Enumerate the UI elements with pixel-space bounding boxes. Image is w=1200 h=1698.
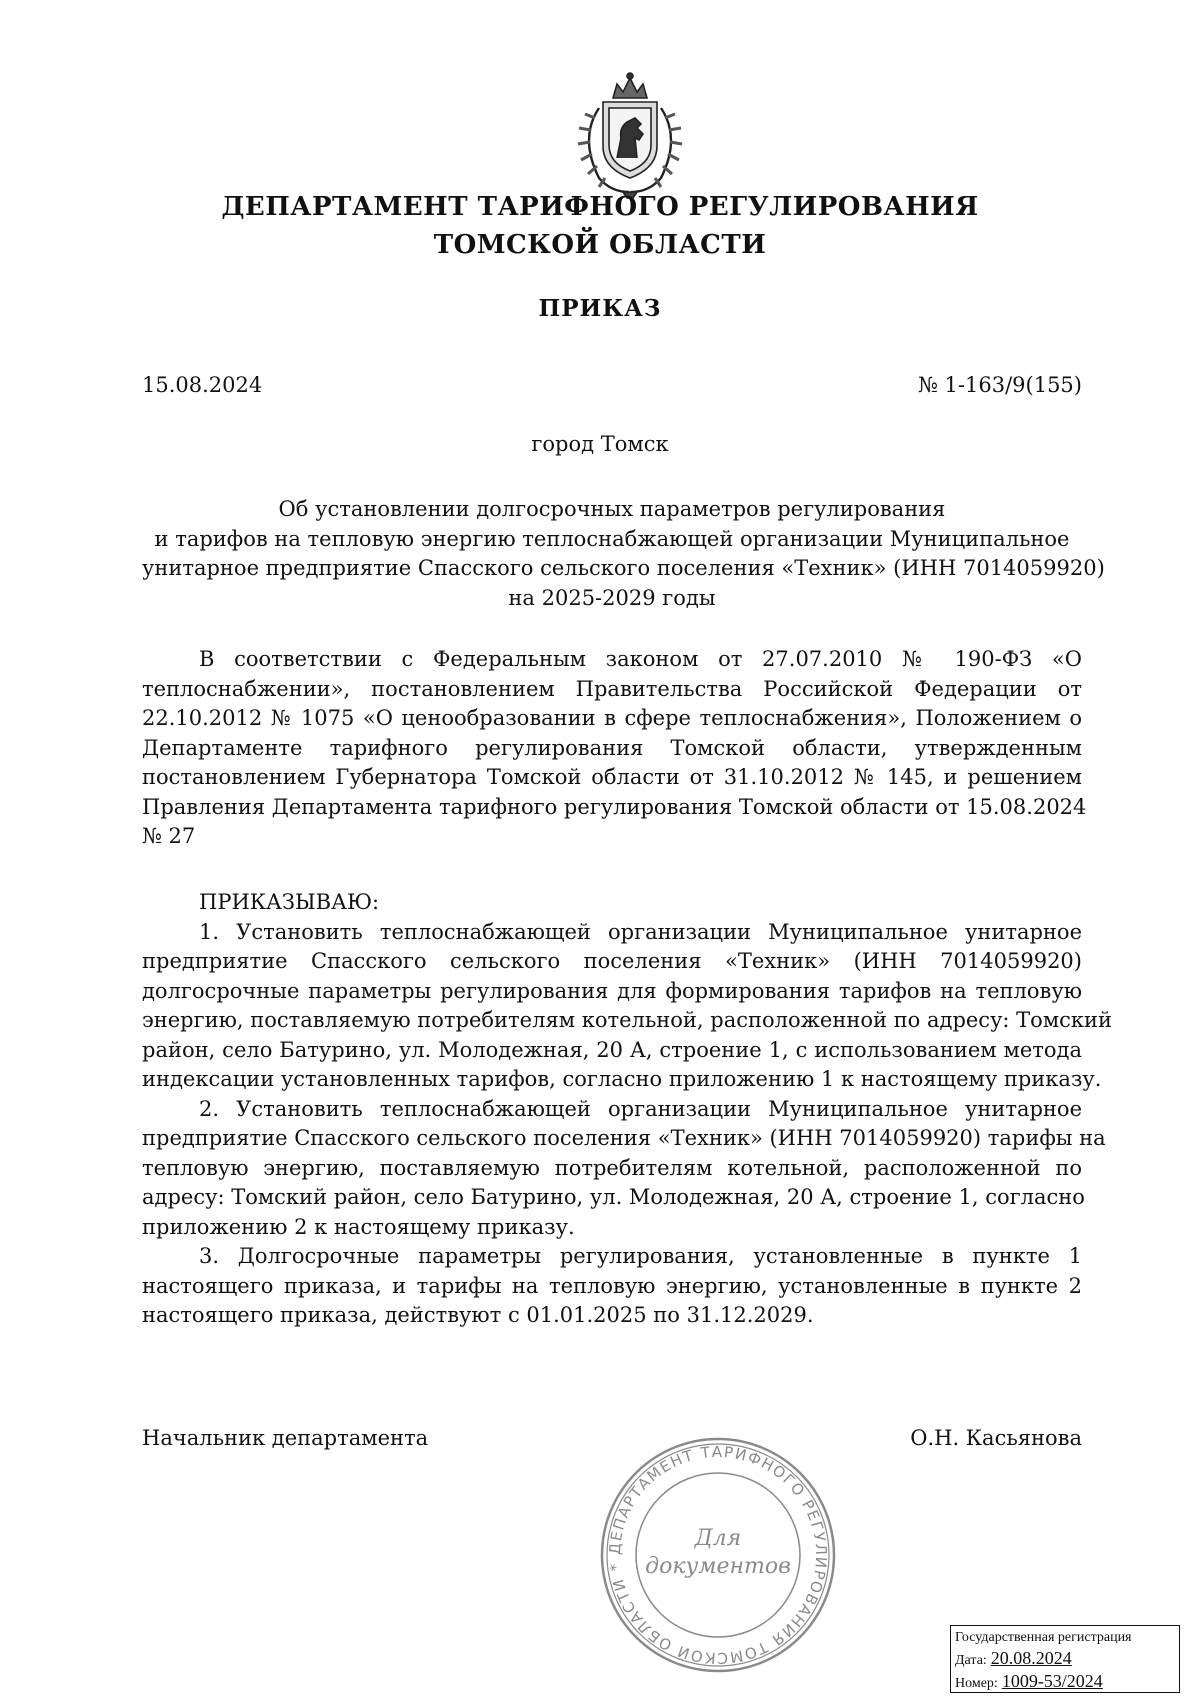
order-item-1-line: 1. Установить теплоснабжающей организации Муниципальное унитарное [199,919,1082,944]
order-subject [142,495,1105,613]
order-city: город Томск [531,432,669,456]
preamble-line: В соответствии с Федеральным законом от 27.07.2010 № 190-ФЗ «О [199,647,1082,671]
stamp-center-line1: Для [694,1526,742,1551]
order-item-2-line: 2. Установить теплоснабжающей организации Муниципальное унитарное [199,1096,1082,1121]
order-item-3-line: настоящего приказа, и тарифы на тепловую энергию, установленные в пункте 2 [142,1273,1082,1298]
state-registration-box [950,1625,1180,1693]
coat-of-arms-emblem [565,68,695,200]
preamble-paragraph [142,645,1087,852]
order-item-2-line: предприятие Спасского сельского поселения «Техник» (ИНН 7014059920) тарифы на [142,1126,1106,1150]
order-item-2-line: приложению 2 к настоящему приказу. [142,1214,575,1239]
registration-date-label: Дата: [955,1653,987,1668]
registration-date-value: 20.08.2024 [990,1648,1072,1668]
department-name-line2: ТОМСКОЙ ОБЛАСТИ [433,230,767,260]
order-item-3-line: настоящего приказа, действуют с 01.01.2025 по 31.12.2029. [142,1303,814,1327]
order-number: № 1-163/9(155) [918,373,1082,397]
order-date: 15.08.2024 [142,373,263,397]
order-section [142,888,1113,1331]
preamble-line: теплоснабжении», постановлением Правительства Российской Федерации от [142,676,1082,701]
department-name-line1: ДЕПАРТАМЕНТ ТАРИФНОГО РЕГУЛИРОВАНИЯ [221,192,979,222]
registration-title: Государственная регистрация [955,1630,1132,1645]
subject-line: на 2025-2029 годы [508,585,716,610]
preamble-line: 22.10.2012 № 1075 «О ценообразовании в сфере теплоснабжения», Положением о [142,706,1082,730]
order-item-1-line: энергию, поставляемую потребителям котельной, расположенной по адресу: Томский [142,1008,1113,1032]
order-item-2-line: тепловую энергию, поставляемую потребителям котельной, расположенной по [142,1155,1082,1180]
subject-line: Об установлении долгосрочных параметров регулирования [278,497,946,521]
order-item-1-line: район, село Батурино, ул. Молодежная, 20 А, строение 1, с использованием метода [142,1037,1082,1062]
preamble-line: Департаменте тарифного регулирования Томской области, утвержденным [142,735,1082,760]
order-item-2-line: адресу: Томский район, село Батурино, ул. Молодежная, 20 А, строение 1, согласно [142,1185,1085,1209]
stamp-center-line2: документов [645,1554,791,1579]
document-type: ПРИКАЗ [538,295,662,322]
preamble-line: постановлением Губернатора Томской области от 31.10.2012 № 145, и решением [142,765,1082,789]
order-item-1-line: долгосрочные параметры регулирования для формирования тарифов на тепловую [142,978,1082,1003]
official-stamp [598,1435,838,1675]
subject-line: и тарифов на тепловую энергию теплоснабжающей организации Муниципальное [154,526,1070,551]
order-heading: ПРИКАЗЫВАЮ: [199,890,380,914]
stamp-ring-text: ДЕПАРТАМЕНТ ТАРИФНОГО РЕГУЛИРОВАНИЯ ТОМСКОЙ ОБЛАСТИ * [605,1442,831,1668]
subject-line: унитарное предприятие Спасского сельского поселения «Техник» (ИНН 7014059920) [142,556,1105,580]
order-item-1-line: индексации установленных тарифов, согласно приложению 1 к настоящему приказу. [142,1067,1102,1091]
signer-title: Начальник департамента [142,1426,429,1450]
order-item-1-line: предприятие Спасского сельского поселения «Техник» (ИНН 7014059920) [142,949,1082,973]
order-item-3-line: 3. Долгосрочные параметры регулирования, установленные в пункте 1 [199,1244,1082,1268]
registration-number-value: 1009-53/2024 [1001,1671,1103,1691]
preamble-line: № 27 [142,824,196,848]
preamble-line: Правления Департамента тарифного регулирования Томской области от 15.08.2024 [142,794,1087,819]
signer-name: О.Н. Касьянова [910,1426,1082,1450]
registration-number-label: Номер: [955,1676,998,1691]
